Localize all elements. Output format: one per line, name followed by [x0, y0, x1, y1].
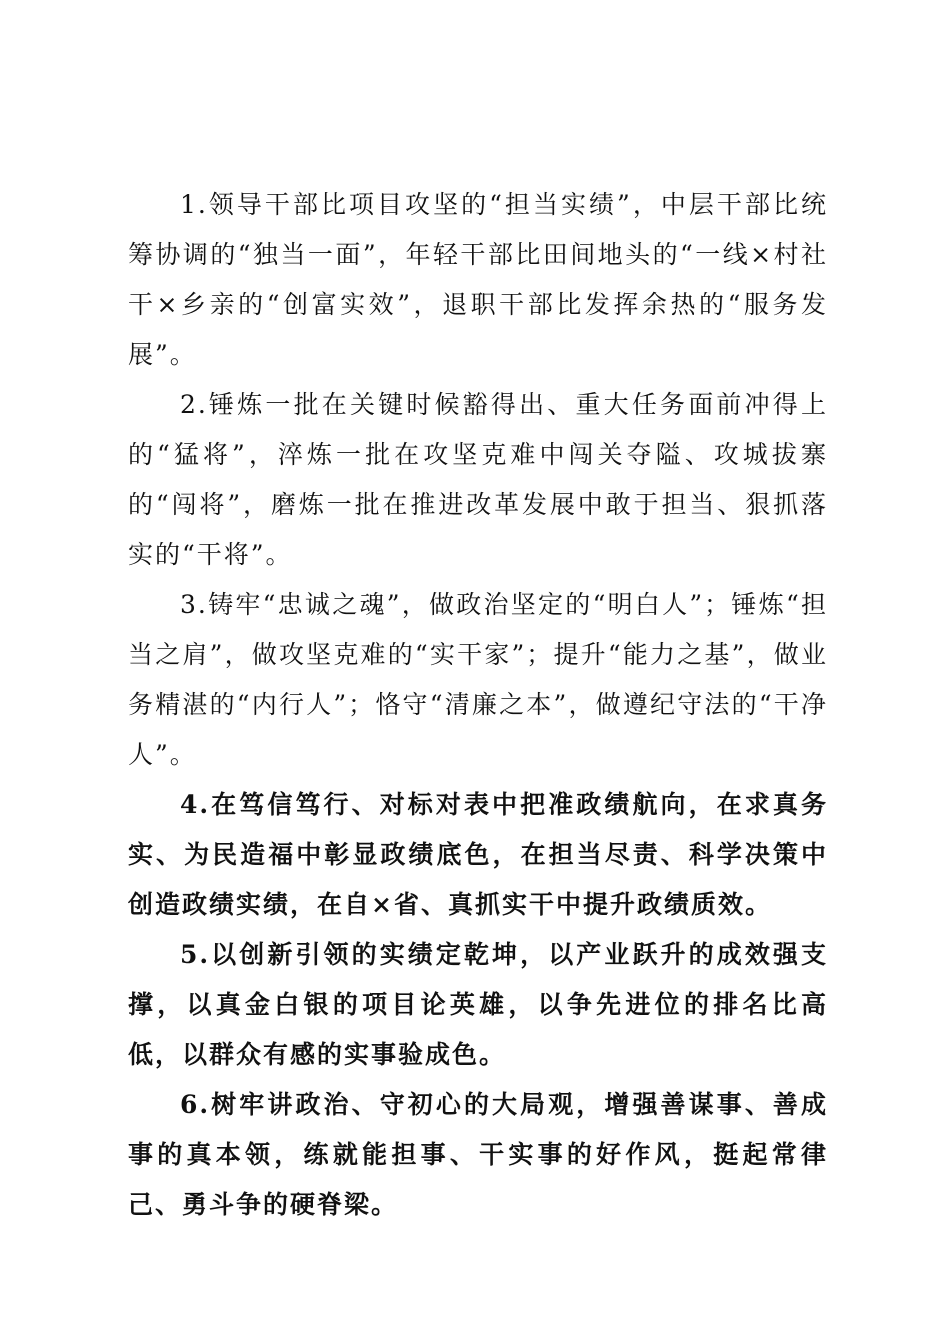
- paragraph-2: 2.锤炼一批在关键时候豁得出、重大任务面前冲得上的“猛将”，淬炼一批在攻坚克难中闯关夺隘、攻城拔寨的“闯将”，磨炼一批在推进改革发展中敢于担当、狠抓落实的“干将”。: [128, 390, 828, 569]
- paragraph-6: 6.树牢讲政治、守初心的大局观，增强善谋事、善成事的真本领，练就能担事、干实事的好作风，挺起常律己、勇斗争的硬脊梁。: [128, 1090, 828, 1219]
- paragraph-1: 1.领导干部比项目攻坚的“担当实绩”，中层干部比统筹协调的“独当一面”，年轻干部比田间地头的“一线×村社干×乡亲的“创富实效”，退职干部比发挥余热的“服务发展”。: [128, 190, 828, 369]
- paragraph-3: 3.铸牢“忠诚之魂”，做政治坚定的“明白人”；锤炼“担当之肩”，做攻坚克难的“实干家”；提升“能力之基”，做业务精湛的“内行人”；恪守“清廉之本”，做遵纪守法的“干净人”。: [128, 590, 828, 769]
- paragraph-5: 5.以创新引领的实绩定乾坤，以产业跃升的成效强支撑，以真金白银的项目论英雄，以争先进位的排名比高低，以群众有感的实事验成色。: [128, 940, 828, 1069]
- paragraph-4: 4.在笃信笃行、对标对表中把准政绩航向，在求真务实、为民造福中彰显政绩底色，在担当尽责、科学决策中创造政绩实绩，在自×省、真抓实干中提升政绩质效。: [128, 790, 828, 919]
- document-body: [128, 180, 828, 1230]
